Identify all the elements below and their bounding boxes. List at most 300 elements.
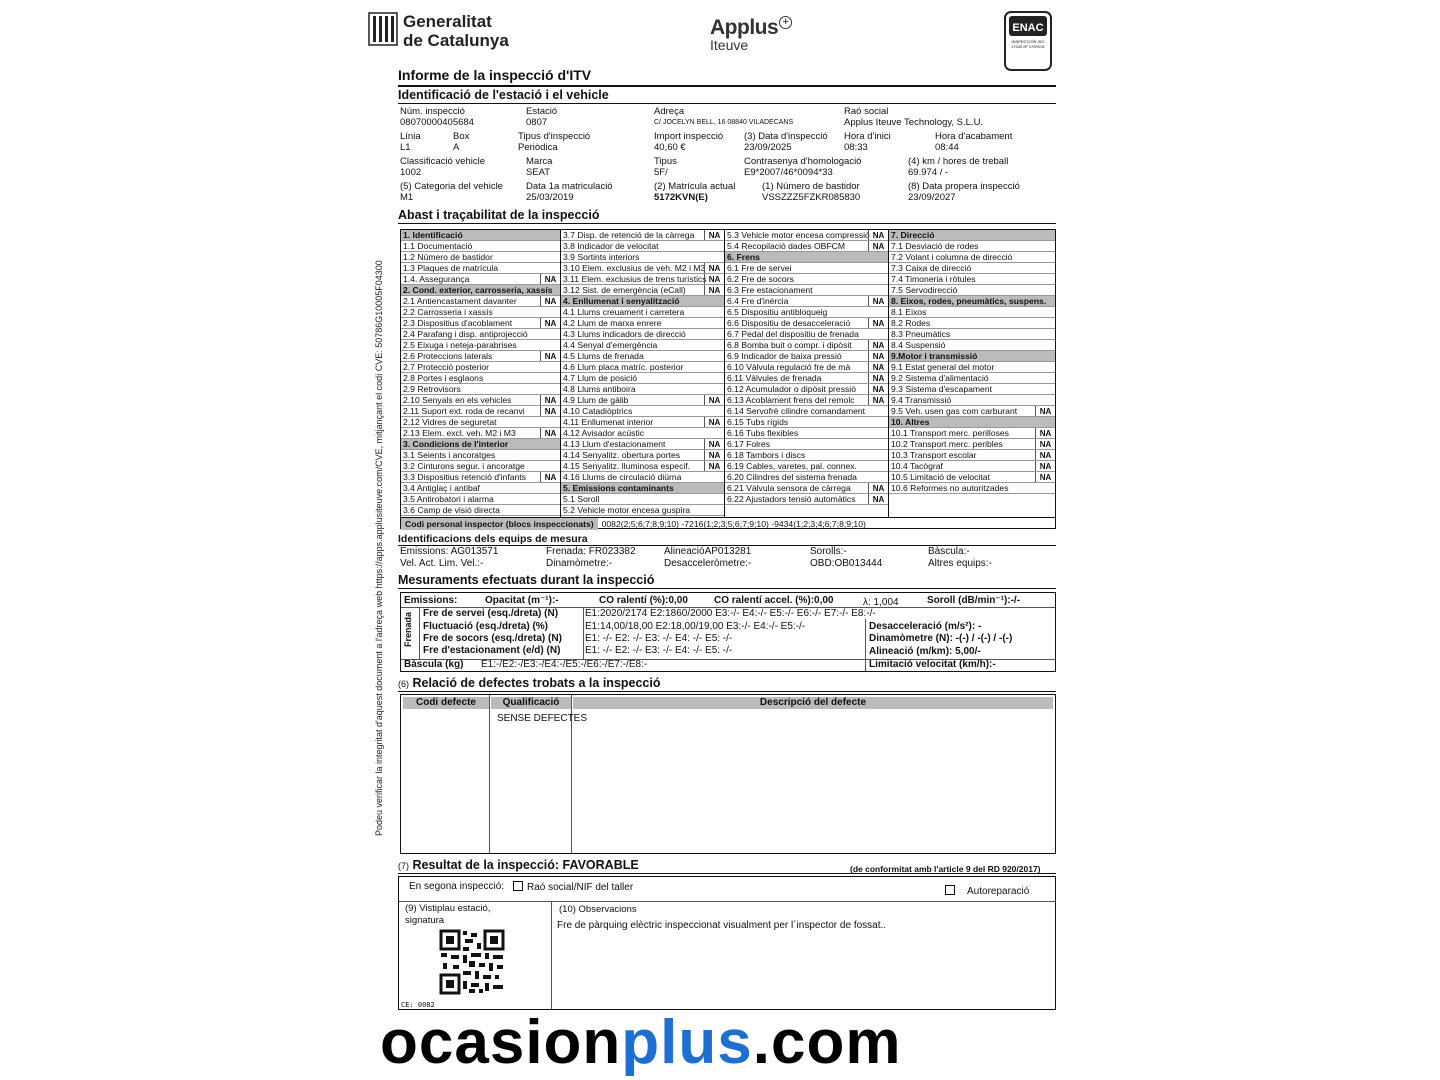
checklist-item-label: 6.10 Vàlvula regulació fre de mà	[727, 362, 851, 372]
checklist-item	[561, 307, 724, 318]
field-bastidor: (1) Número de bastidor VSSZZZ5FZKR085830	[762, 181, 861, 203]
checklist-item-label: 2.3 Dispositius d'acoblament	[403, 318, 513, 328]
equipment-section-title: Identificacions dels equips de mesura	[398, 533, 588, 545]
checklist-item	[889, 384, 1055, 395]
checklist-item-label: 8. Eixos, rodes, pneumàtics, suspens.	[891, 296, 1047, 306]
checklist-item	[401, 252, 560, 263]
checklist-item	[725, 230, 888, 241]
result-section-num: (7)	[398, 861, 409, 871]
checklist-group-header	[725, 252, 888, 263]
checklist-item	[889, 252, 1055, 263]
brand-part-plus: plus	[621, 1008, 753, 1077]
checklist-item-label: 6. Frens	[727, 252, 760, 262]
checklist-item	[401, 373, 560, 384]
checklist-item	[561, 241, 724, 252]
checklist-item-label: 2.4 Parafang i disp. antiprojecció	[403, 329, 528, 339]
checklist-item	[725, 307, 888, 318]
checklist-column-1	[401, 230, 561, 517]
checklist-item-label: 1.2 Número de bastidor	[403, 252, 493, 262]
checklist-item-label: 4.9 Llum de gàlib	[563, 395, 629, 405]
checklist-item	[725, 373, 888, 384]
checklist-item	[561, 395, 724, 406]
meas-fluctuacio-value: E1:14,00/18,00 E2:18,00/19,00 E3:-/- E4:-/- E5:-/-	[585, 621, 806, 632]
identification-section-title: Identificació de l'estació i el vehicle	[398, 88, 609, 102]
checklist-na-mark: NA	[868, 230, 888, 241]
observacions-text: Fre de pàrquing elèctric inspeccionat visualment per l´inspector de fossat..	[557, 920, 887, 931]
checklist-na-mark: NA	[1035, 439, 1055, 450]
checklist-item-label: 6.15 Tubs rígids	[727, 417, 789, 427]
checklist-item-label: 8.4 Suspensió	[891, 340, 946, 350]
checklist-item-label: 6.17 Folres	[727, 439, 770, 449]
checklist-item	[725, 351, 888, 362]
checklist-item-label: 2.1 Antiencastament davanter	[403, 296, 517, 306]
checklist-item	[561, 373, 724, 384]
checklist-item	[401, 417, 560, 428]
autoreparacio-option[interactable]	[945, 885, 1029, 897]
checklist-item-label: 9.3 Sistema d'escapament	[891, 384, 993, 394]
checklist-item-label: 2.10 Senyals en els vehicles	[403, 395, 512, 405]
checklist-item	[561, 362, 724, 373]
verification-side-text: Podeu verificar la integritat d'aquest document a l'adreça web https://apps.applusiteuve.com/CVE, mitjançant el codi CVE: 50786G10005F04300	[374, 260, 384, 836]
checklist-item	[401, 307, 560, 318]
equip-dinamometre: Dinamòmetre:-	[546, 558, 613, 569]
measurements-section-title: Mesuraments efectuats durant la inspecció	[398, 573, 655, 587]
col-descripcio: Descripció del defecte	[573, 697, 1053, 709]
checklist-item-label: 6.2 Fre de socors	[727, 274, 794, 284]
taller-label: Raó social/NIF del taller	[527, 882, 634, 893]
checklist-item	[725, 329, 888, 340]
checklist-item	[725, 494, 888, 505]
checklist-item	[889, 274, 1055, 285]
abast-rule	[398, 223, 1056, 224]
meas-bascula-value: E1:-/E2:-/E3:-/E4:-/E5:-/E6:-/E7:-/E8:-	[481, 659, 648, 670]
checklist-item	[725, 406, 888, 417]
checklist-item-label: 8.3 Pneumàtics	[891, 329, 951, 339]
checklist-item	[561, 285, 724, 296]
checklist-na-mark: NA	[868, 384, 888, 395]
identification-rule	[398, 103, 1056, 104]
brand-part-com: .com	[752, 1008, 902, 1077]
checklist-item	[401, 384, 560, 395]
checklist-item-label: 9.Motor i transmissió	[891, 351, 978, 361]
checklist-item-label: 4.11 Enllumenat interior	[563, 417, 654, 427]
checklist-item	[561, 428, 724, 439]
checklist-item	[401, 428, 560, 439]
checklist-item	[889, 285, 1055, 296]
checklist-item-label: 4. Enllumenat i senyalització	[563, 296, 680, 306]
checklist-item	[725, 483, 888, 494]
checklist-item	[725, 461, 888, 472]
ocasionplus-logo	[380, 1008, 1070, 1077]
checklist-item	[401, 362, 560, 373]
checklist-item-label: 4.2 Llum de marxa enrere	[563, 318, 662, 328]
checklist-item	[725, 384, 888, 395]
checklist-item	[561, 230, 724, 241]
checklist-item-label: 3.10 Elem. exclusius de veh. M2 i M3	[563, 263, 706, 273]
defects-col-divider	[489, 695, 490, 853]
document-title: Informe de la inspecció d'ITV	[398, 67, 592, 83]
meas-fre-estac-label: Fre d'estacionament (e/d) (N)	[423, 645, 561, 656]
equip-altres: Altres equips:-	[928, 558, 992, 569]
inspection-checklist	[400, 229, 1056, 529]
generalitat-line2: de Catalunya	[403, 31, 509, 50]
ce-code: CE: 0082	[401, 1001, 435, 1009]
checklist-item	[561, 263, 724, 274]
result-rule	[398, 873, 1056, 874]
checklist-item	[725, 417, 888, 428]
autoreparacio-label: Autoreparació	[967, 886, 1030, 897]
checklist-item-label: 6.20 Cilindres del sistema frenada	[727, 472, 857, 482]
meas-fre-estac-value: E1: -/- E2: -/- E3: -/- E4: -/- E5: -/-	[585, 645, 733, 656]
checklist-na-mark: NA	[704, 461, 724, 472]
result-section-title	[398, 858, 639, 872]
field-tipus: Tipus 5F/	[654, 156, 677, 178]
checklist-item-label: 6.3 Fre estacionament	[727, 285, 813, 295]
field-num-inspeccio: Núm. inspecció 08070000405684	[400, 106, 474, 128]
checklist-group-header	[561, 296, 724, 307]
enac-mark: ENAC	[1009, 16, 1047, 36]
checklist-item-label: 10.5 Limitació de velocitat	[891, 472, 990, 482]
checklist-item-label: 9.2 Sistema d'alimentació	[891, 373, 989, 383]
checklist-item	[725, 362, 888, 373]
checklist-item-label: 4.10 Catadiòptrics	[563, 406, 633, 416]
field-tipus-inspeccio: Tipus d'inspecció Periòdica	[518, 131, 591, 153]
checklist-na-mark: NA	[1035, 406, 1055, 417]
checklist-item-label: 3.11 Elem. exclusius de trens turístics	[563, 274, 707, 284]
checklist-item-label: 4.8 Llums antiboira	[563, 384, 636, 394]
checklist-item-label: 7. Direcció	[891, 230, 935, 240]
checklist-item-label: 6.7 Pedal del dispositiu de frenada	[727, 329, 859, 339]
checklist-na-mark: NA	[1035, 461, 1055, 472]
autoreparacio-checkbox[interactable]	[945, 885, 955, 895]
checklist-item-label: 2.13 Elem. excl. veh. M2 i M3	[403, 428, 516, 438]
checklist-item-label: 4.7 Llum de posició	[563, 373, 638, 383]
checklist-item-label: 3. Condicions de l'interior	[403, 439, 509, 449]
field-import: Import inspecció 40,60 €	[654, 131, 724, 153]
equip-desaccelerometre: Desacceleròmetre:-	[664, 558, 752, 569]
checklist-item-label: 6.18 Tambors i discs	[727, 450, 806, 460]
field-data-inspeccio: (3) Data d'inspecció 23/09/2025	[744, 131, 828, 153]
checklist-item-label: 4.1 Llums creuament i carretera	[563, 307, 685, 317]
checklist-item	[889, 263, 1055, 274]
checklist-item-label: 6.8 Bomba buit o compr. i dipòsit	[727, 340, 852, 350]
checklist-na-mark: NA	[540, 351, 560, 362]
meas-desacceleracio: Desacceleració (m/s²): -	[869, 621, 982, 632]
checklist-item	[889, 318, 1055, 329]
checklist-item-label: 6.19 Cables, varetes, pal. connex.	[727, 461, 857, 471]
meas-fre-socors-label: Fre de socors (esq./dreta) (N)	[423, 633, 562, 644]
result-value: FAVORABLE	[562, 858, 639, 872]
checklist-na-mark: NA	[868, 241, 888, 252]
checklist-item	[561, 351, 724, 362]
checklist-item-label: 3.8 Indicador de velocitat	[563, 241, 659, 251]
checklist-item	[889, 483, 1055, 494]
checklist-item	[561, 472, 724, 483]
checklist-item-label: 4.5 Llums de frenada	[563, 351, 644, 361]
checklist-na-mark: NA	[868, 340, 888, 351]
checklist-na-mark: NA	[868, 395, 888, 406]
col-qualificacio: Qualificació	[491, 697, 571, 709]
vistiplau-label: (9) Vistiplau estació, signatura	[405, 903, 491, 926]
checklist-item-label: 2.6 Proteccions laterals	[403, 351, 493, 361]
checklist-item-label: 8.2 Rodes	[891, 318, 931, 328]
field-estacio: Estació 0807	[526, 106, 558, 128]
checklist-item	[889, 362, 1055, 373]
checklist-item-label: 5. Emissions contaminants	[563, 483, 674, 493]
checklist-item-label: 3.2 Cinturons segur. i ancoratge	[403, 461, 525, 471]
qr-code-icon	[439, 929, 505, 995]
checklist-item-label: 6.5 Dispositiu antibloqueig	[727, 307, 828, 317]
defects-section-title	[398, 676, 661, 690]
checklist-item-label: 6.9 Indicador de baixa pressió	[727, 351, 842, 361]
checklist-item-label: 7.5 Servodirecció	[891, 285, 958, 295]
checklist-item-label: 3.12 Sist. de emergència (eCall)	[563, 285, 686, 295]
checklist-item	[561, 252, 724, 263]
checklist-item-label: 3.9 Sortints interiors	[563, 252, 640, 262]
checklist-group-header	[889, 296, 1055, 307]
checklist-item	[561, 417, 724, 428]
defects-section-label: Relació de defectes trobats a la inspecció	[412, 676, 661, 690]
meas-frenada-label: Frenada	[403, 611, 413, 647]
checklist-na-mark: NA	[868, 318, 888, 329]
checklist-item	[889, 373, 1055, 384]
meas-fre-servei-value: E1:2020/2174 E2:1860/2000 E3:-/- E4:-/- E5:-/- E6:-/- E7:-/- E8:-/-	[585, 608, 876, 619]
checklist-item	[401, 494, 560, 505]
checklist-item	[725, 241, 888, 252]
meas-co-accel: CO ralentí accel. (%):0,00	[714, 595, 834, 606]
checklist-item-label: 6.4 Fre d'inèrcia	[727, 296, 789, 306]
meas-fre-socors-value: E1: -/- E2: -/- E3: -/- E4: -/- E5: -/-	[585, 633, 733, 644]
checklist-item-label: 6.14 Servofrè cilindre comandament	[727, 406, 866, 416]
checklist-item	[561, 439, 724, 450]
checklist-item	[401, 351, 560, 362]
checklist-item-label: 6.1 Fre de servei	[727, 263, 792, 273]
checklist-item	[889, 428, 1055, 439]
checklist-item-label: 2.9 Retrovisors	[403, 384, 461, 394]
checklist-item-label: 3.3 Dispositius retenció d'infants	[403, 472, 526, 482]
checklist-item	[401, 472, 560, 483]
taller-option[interactable]	[513, 881, 633, 893]
checklist-na-mark: NA	[704, 285, 724, 296]
field-marca: Marca SEAT	[526, 156, 553, 178]
result-divider	[399, 901, 1055, 902]
checklist-item	[401, 395, 560, 406]
checklist-item	[889, 307, 1055, 318]
checklist-item-label: 7.1 Desviació de rodes	[891, 241, 979, 251]
checklist-item	[725, 450, 888, 461]
checklist-na-mark: NA	[1035, 472, 1055, 483]
checklist-item-label: 1.4. Assegurança	[403, 274, 470, 284]
checklist-item-label: 5.1 Soroll	[563, 494, 600, 504]
checklist-item	[725, 395, 888, 406]
meas-right-divider	[865, 619, 866, 671]
checklist-item	[401, 329, 560, 340]
checklist-na-mark: NA	[868, 351, 888, 362]
checklist-item	[889, 395, 1055, 406]
checklist-item-label: 4.15 Senyalitz. lluminosa especif.	[563, 461, 691, 471]
checklist-item	[401, 241, 560, 252]
checklist-item	[561, 274, 724, 285]
field-categoria: (5) Categoria del vehicle M1	[400, 181, 503, 203]
checklist-item-label: 9.5 Veh. usen gas com carburant	[891, 406, 1018, 416]
meas-dinamometre: Dinamòmetre (N): -(-) / -(-) / -(-)	[869, 633, 1013, 644]
field-hora-inici: Hora d'inici 08:33	[844, 131, 891, 153]
defects-rule	[398, 691, 1056, 692]
field-contrasenya: Contrasenya d'homologació E9*2007/46*0094*33	[744, 156, 862, 178]
checklist-item-label: 1.1 Documentació	[403, 241, 473, 251]
checklist-group-header	[401, 285, 560, 296]
checklist-na-mark: NA	[868, 296, 888, 307]
checklist-item	[401, 450, 560, 461]
checklist-item	[401, 461, 560, 472]
checklist-item-label: 9.4 Transmissió	[891, 395, 952, 405]
checklist-item-label: 6.22 Ajustadors tensió automàtics	[727, 494, 856, 504]
field-classificacio: Classificació vehicle 1002	[400, 156, 486, 178]
checklist-item-label: 10.2 Transport merc. peribles	[891, 439, 1003, 449]
checklist-item	[401, 318, 560, 329]
checklist-item-label: 10.4 Tacògraf	[891, 461, 943, 471]
checklist-item-label: 2.8 Portes i esglaons	[403, 373, 484, 383]
checklist-item-label: 6.13 Acoblament frens del remolc	[727, 395, 855, 405]
applus-plus-icon: +	[779, 16, 792, 29]
checklist-group-header	[889, 351, 1055, 362]
result-col-divider	[551, 901, 552, 1009]
checklist-item-label: 6.6 Dispositiu de desacceleració	[727, 318, 851, 328]
checklist-item-label: 4.3 Llums indicadors de direcció	[563, 329, 686, 339]
field-km: (4) km / hores de treball 69.974 / -	[908, 156, 1009, 178]
checklist-item-label: 7.3 Caixa de direcció	[891, 263, 972, 273]
inspector-code-label: Codi personal inspector (blocs inspeccionats)	[401, 518, 598, 530]
field-box: Box A	[453, 131, 470, 153]
checklist-item	[401, 274, 560, 285]
inspector-code-value: 0082(2;5;6;7;8;9;10) -7216(1;2;3;5;6;7;9;10) -9434(1;2;3;4;6;7;8;9;10)	[601, 519, 866, 529]
checklist-na-mark: NA	[540, 472, 560, 483]
equip-emissions: Emissions: AG013571	[400, 546, 499, 557]
checklist-item	[561, 494, 724, 505]
applus-logo	[710, 16, 792, 53]
checklist-item	[561, 340, 724, 351]
checklist-item	[561, 384, 724, 395]
checklist-item	[561, 450, 724, 461]
checklist-na-mark: NA	[704, 230, 724, 241]
defect-entry: SENSE DEFECTES	[497, 713, 588, 724]
checklist-item-label: 5.3 Vehicle motor encesa compressió	[727, 230, 870, 240]
meas-fre-servei-label: Fre de servei (esq./dreta) (N)	[423, 608, 559, 619]
checklist-item-label: 3.4 Antiglaç i antibaf	[403, 483, 480, 493]
checklist-item-label: 3.6 Camp de visió directa	[403, 505, 500, 515]
meas-co-ralenti: CO ralentí (%):0,00	[599, 595, 688, 606]
checklist-na-mark: NA	[540, 428, 560, 439]
checklist-item-label: 4.16 Llums de circulació diürna	[563, 472, 682, 482]
checklist-item	[725, 472, 888, 483]
field-rao-social: Raó social Applus Iteuve Technology, S.L.U.	[844, 106, 984, 128]
checklist-item-label: 4.6 Llum placa matríc. posterior	[563, 362, 684, 372]
checklist-item-label: 1.3 Plaques de matrícula	[403, 263, 499, 273]
checklist-item	[889, 472, 1055, 483]
checklist-item-label: 10.3 Transport escolar	[891, 450, 977, 460]
checklist-na-mark: NA	[704, 450, 724, 461]
result-box	[398, 876, 1056, 1010]
checklist-column-2	[561, 230, 725, 517]
checklist-item	[725, 263, 888, 274]
checklist-item	[561, 406, 724, 417]
meas-fluctuacio-label: Fluctuació (esq./dreta) (%)	[423, 621, 549, 632]
checklist-item	[889, 241, 1055, 252]
inspection-report-sheet	[358, 0, 1098, 1010]
checklist-item	[889, 461, 1055, 472]
applus-name: Applus	[710, 16, 779, 39]
checklist-item-label: 4.4 Senyal d'emergència	[563, 340, 658, 350]
checklist-item	[725, 296, 888, 307]
equip-bascula: Bàscula:-	[928, 546, 970, 557]
enac-badge	[1004, 11, 1052, 71]
applus-subname: Iteuve	[710, 37, 749, 53]
checklist-item-label: 1. Identificació	[403, 230, 463, 240]
checklist-column-3	[725, 230, 889, 517]
meas-value-divider	[583, 607, 584, 659]
equip-vel-act: Vel. Act. Lim. Vel.:-	[400, 558, 484, 569]
segona-inspeccio-label: En segona inspecció:	[409, 881, 505, 892]
checklist-item	[561, 505, 724, 516]
result-label: Resultat de la inspecció:	[412, 858, 560, 872]
measurements-table	[400, 592, 1056, 672]
checklist-group-header	[401, 439, 560, 450]
checklist-na-mark: NA	[1035, 450, 1055, 461]
checklist-item-label: 2.12 Vidres de seguretat	[403, 417, 497, 427]
checklist-item	[889, 406, 1055, 417]
meas-lambda: λ: 1,004	[863, 597, 899, 608]
checklist-item	[889, 340, 1055, 351]
checklist-item	[725, 274, 888, 285]
checklist-item-label: 6.12 Acumulador o dipòsit pressió	[727, 384, 856, 394]
checklist-na-mark: NA	[540, 274, 560, 285]
checklist-item	[725, 340, 888, 351]
equip-alineacio: AlineacióAP013281	[664, 546, 752, 557]
meas-bascula-label: Bàscula (kg)	[404, 659, 464, 670]
checklist-item	[889, 450, 1055, 461]
checklist-item-label: 6.21 Vàlvula sensora de càrrega	[727, 483, 851, 493]
generalitat-line1: Generalitat	[403, 12, 492, 31]
result-note: (de conformitat amb l'article 9 del RD 920/2017)	[850, 864, 1041, 874]
checklist-item-label: 9.1 Estat general del motor	[891, 362, 995, 372]
checklist-group-header	[561, 483, 724, 494]
checklist-item	[889, 439, 1055, 450]
field-hora-acabament: Hora d'acabament 08:44	[935, 131, 1013, 153]
checklist-item-label: 10.1 Transport merc. perilloses	[891, 428, 1009, 438]
meas-opacitat: Opacitat (m⁻¹):-	[485, 595, 559, 606]
abast-section-title: Abast i traçabilitat de la inspecció	[398, 208, 600, 222]
checklist-item-label: 7.2 Volant i columna de direcció	[891, 252, 1013, 262]
checklist-item-label: 8.1 Eixos	[891, 307, 927, 317]
brand-part-ocasion: ocasion	[380, 1008, 622, 1077]
taller-checkbox[interactable]	[513, 881, 523, 891]
equip-obd: OBD:OB013444	[810, 558, 883, 569]
checklist-item-label: 2. Cond. exterior, carrosseria, xassís	[403, 285, 553, 295]
checklist-item-label: 4.12 Avisador acústic	[563, 428, 645, 438]
field-propera: (8) Data propera inspecció 23/09/2027	[908, 181, 1020, 203]
checklist-na-mark: NA	[540, 296, 560, 307]
checklist-item	[401, 340, 560, 351]
checklist-item-label: 4.13 Llum d'estacionament	[563, 439, 666, 449]
checklist-na-mark: NA	[704, 395, 724, 406]
checklist-item-label: 2.5 Eixuga i neteja-parabrises	[403, 340, 517, 350]
meas-limitacio: Limitació velocitat (km/h):-	[869, 659, 996, 670]
checklist-item-label: 6.11 Vàlvules de frenada	[727, 373, 822, 383]
title-rule	[398, 85, 1056, 87]
checklist-na-mark: NA	[540, 406, 560, 417]
checklist-item-label: 3.7 Disp. de retenció de la càrrega	[563, 230, 695, 240]
generalitat-name	[403, 12, 509, 50]
